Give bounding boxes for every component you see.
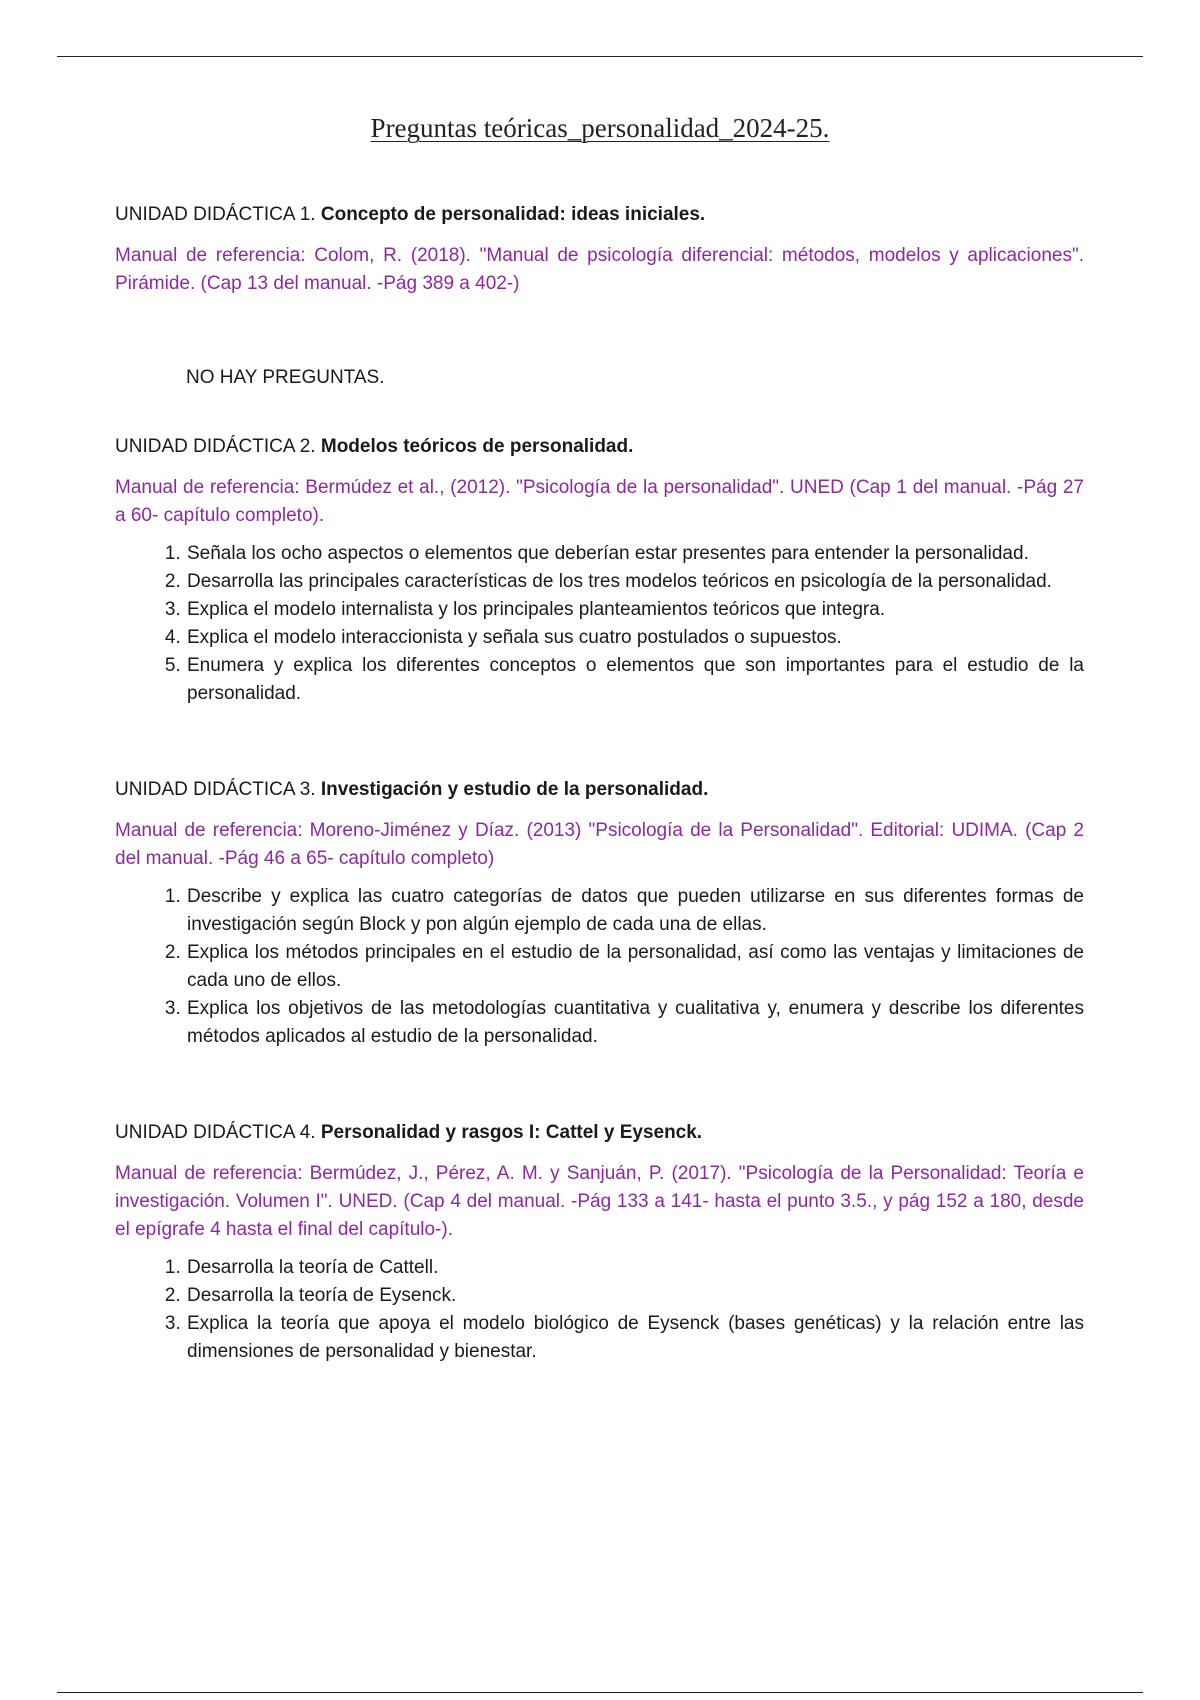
unit-heading: UNIDAD DIDÁCTICA 1. Concepto de personalidad: ideas iniciales. [115,204,706,225]
question-item: 3. Explica el modelo internalista y los principales planteamientos teóricos que integra. [186,596,1084,624]
question-item: 1. Describe y explica las cuatro categorías de datos que pueden utilizarse en sus diferentes formas de investigación según Block y pon algún ejemplo de cada una de ellas. [186,883,1084,939]
page-bottom-rule [57,1692,1143,1693]
question-list [115,1254,1084,1366]
question-list [115,540,1084,708]
unit-reference: Manual de referencia: Moreno-Jiménez y Díaz. (2013) "Psicología de la Personalidad". Editorial: UDIMA. (Cap 2 del manual. -Pág 46 a 65- capítulo completo) [115,820,1084,869]
unit-heading: UNIDAD DIDÁCTICA 4. Personalidad y rasgos I: Cattel y Eysenck. [115,1122,703,1143]
question-list [115,883,1084,1051]
question-item: 2. Explica los métodos principales en el estudio de la personalidad, así como las ventajas y limitaciones de cada uno de ellos. [186,939,1084,995]
no-questions-notice: NO HAY PREGUNTAS. [186,367,385,388]
question-item: 1. Desarrolla la teoría de Cattell. [186,1254,1084,1282]
unit-section-3 [115,777,1084,1051]
question-item: 3. Explica los objetivos de las metodologías cuantitativa y cualitativa y, enumera y describe los diferentes métodos aplicados al estudio de la personalidad. [186,995,1084,1051]
unit-section-1 [115,202,1084,391]
page-top-rule [57,56,1143,57]
unit-section-4 [115,1120,1084,1366]
document-body [115,202,1084,1366]
question-item: 3. Explica la teoría que apoya el modelo biológico de Eysenck (bases genéticas) y la relación entre las dimensiones de personalidad y bienestar. [186,1310,1084,1366]
question-item: 4. Explica el modelo interaccionista y señala sus cuatro postulados o supuestos. [186,624,1084,652]
unit-heading: UNIDAD DIDÁCTICA 2. Modelos teóricos de personalidad. [115,436,634,457]
question-item: 5. Enumera y explica los diferentes conceptos o elementos que son importantes para el estudio de la personalidad. [186,652,1084,708]
unit-reference: Manual de referencia: Bermúdez, J., Pérez, A. M. y Sanjuán, P. (2017). "Psicología de la Personalidad: Teoría e investigación. Volumen I". UNED. (Cap 4 del manual. -Pág 133 a 141- hasta el punto 3.5., y pág 152 a 180, desde el epígrafe 4 hasta el final del capítulo-). [115,1163,1084,1240]
question-item: 2. Desarrolla la teoría de Eysenck. [186,1282,1084,1310]
question-item: 2. Desarrolla las principales características de los tres modelos teóricos en psicología de la personalidad. [186,568,1084,596]
unit-reference: Manual de referencia: Bermúdez et al., (2012). "Psicología de la personalidad". UNED (Cap 1 del manual. -Pág 27 a 60- capítulo completo). [115,477,1084,526]
unit-reference: Manual de referencia: Colom, R. (2018). "Manual de psicología diferencial: métodos, modelos y aplicaciones". Pirámide. (Cap 13 del manual. -Pág 389 a 402-) [115,245,1084,294]
unit-section-2 [115,434,1084,708]
document-title: Preguntas teóricas_personalidad_2024-25. [370,113,830,143]
question-item: 1. Señala los ocho aspectos o elementos que deberían estar presentes para entender la personalidad. [186,540,1084,568]
unit-heading: UNIDAD DIDÁCTICA 3. Investigación y estudio de la personalidad. [115,779,709,800]
